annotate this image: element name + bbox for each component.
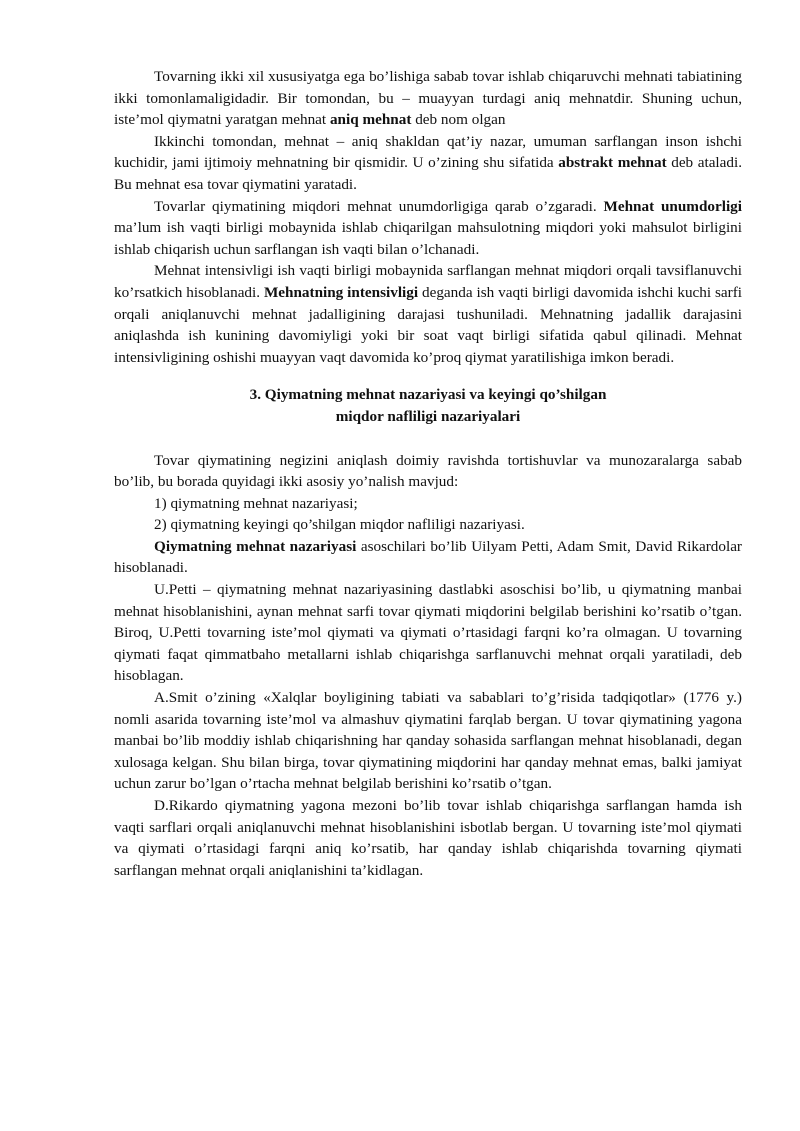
paragraph (114, 450, 742, 493)
paragraph (114, 260, 742, 368)
text-run: Tovar qiymatining negizini aniqlash doimiy ravishda tortishuvlar va munozaralarga sabab bo’lib, bu borada quyidagi ikki asosiy yo’nalish mavjud: (114, 451, 742, 491)
bold-term: Qiymatning mehnat nazariyasi (154, 537, 357, 555)
bold-term: Mehnatning intensivligi (263, 283, 419, 301)
bold-term: aniq mehnat (329, 111, 412, 129)
text-run: deb ataladi. Bu mehnat esa tovar qiymatini yaratadi. (114, 154, 743, 193)
list-item (114, 493, 742, 515)
text-run: Tovarning ikki xil xususiyatga ega bo’lishiga sabab tovar ishlab chiqaruvchi mehnati tabiatining ikki tomonlamaligidadir. Bir tomondan, bu – muayyan turdagi aniq mehnatdir. Shuning uchun, iste’mol qiymatni yaratgan mehnat (114, 68, 742, 129)
bold-term: Mehnat unumdorligi (603, 197, 742, 215)
text-run: deganda ish vaqti birligi davomida ishchi kuchi sarfi orqali aniqlanuvchi mehnat jadalligining darajasi tushuniladi. Mehnatning jadallik darajasini aniqlashda ish kunining davomiyligi yoki bir soat vaqt birligi sifatida qabul qilinadi. Mehnat intensivligining oshishi muayyan vaqt davomida ko’proq qiymat yaratilishiga imkon beradi. (114, 283, 743, 366)
text-run: Mehnat intensivligi ish vaqti birligi mobaynida sarflangan mehnat miqdori orqali tavsiflanuvchi ko’rsatkich hisoblanadi. (114, 262, 742, 301)
paragraph (114, 536, 742, 579)
body-text-part-1 (114, 66, 742, 368)
document-page (114, 66, 742, 881)
text-run: A.Smit o’zining «Xalqlar boyligining tabiati va sabablari to’g’risida tadqiqotlar» (1776 y.) nomli asarida tovarning iste’mol va almashuv qiymatini farqlab bergan. U tovar qiymatining yagona manbai bo’lib moddiy ishlab chiqarishning har qanday sohasida sarflangan mehnat hisoblanadi, degan xulosaga kelgan. Shu bilan birga, tovar qiymatining miqdorini har qanday mehnat emas, balki jamiyat uchun zarur bo’lgan o’rtacha mehnat belgilab berishini ko’rsatib o’tgan. (114, 689, 742, 793)
text-run: asoschilari bo’lib Uilyam Petti, Adam Smit, David Rikardolar hisoblanadi. (114, 537, 742, 577)
text-run: Ikkinchi tomondan, mehnat – aniq shakldan qat’iy nazar, umuman sarflangan inson ishchi kuchidir, jami ijtimoiy mehnatning bir qismidir. U o’zining shu sifatida (114, 132, 742, 172)
paragraph (114, 196, 742, 261)
paragraph (114, 795, 742, 881)
body-text-part-2 (114, 450, 742, 882)
text-run: ma’lum ish vaqti birligi mobaynida ishlab chiqarilgan mahsulotning miqdori yoki mahsulot birligini ishlab chiqarish uchun sarflangan ish vaqti bilan o’lchanadi. (114, 219, 742, 258)
bold-term: abstrakt mehnat (558, 154, 667, 172)
paragraph (114, 687, 742, 795)
paragraph (114, 579, 742, 687)
section-heading (114, 384, 742, 427)
text-run: D.Rikardo qiymatning yagona mezoni bo’lib tovar ishlab chiqarishga sarflangan hamda ish vaqti sarflari orqali aniqlanuvchi mehnat hisoblanishini isbotlab bergan. U tovarning iste’mol qiymati va qiymati o’rtasidagi farqni aniq ko’rsatib, har qanday ishlab chiqarishda tovarning qiymati sarflangan mehnat orqali aniqlanishini ta’kidlagan. (114, 797, 742, 879)
text-run: Tovarlar qiymatining miqdori mehnat unumdorligiga qarab o’zgaradi. (154, 197, 604, 215)
text-run: 1) qiymatning mehnat nazariyasi; (154, 494, 358, 512)
section-heading-line-2: miqdor nafliligi nazariyalari (335, 407, 521, 425)
section-heading-line-1: 3. Qiymatning mehnat nazariyasi va keyingi qo’shilgan (249, 386, 607, 404)
list-item (114, 514, 742, 536)
paragraph (114, 131, 742, 196)
paragraph (114, 66, 742, 131)
text-run: 2) qiymatning keyingi qo’shilgan miqdor nafliligi nazariyasi. (154, 516, 525, 534)
text-run: deb nom olgan (411, 111, 506, 129)
text-run: U.Petti – qiymatning mehnat nazariyasining dastlabki asoschisi bo’lib, u qiymatning manbai mehnat hisoblanishini, aynan mehnat sarfi tovar qiymati miqdorini belgilab berishini ko’rsatib o’tgan. Biroq, U.Petti tovarning iste’mol qiymati va qiymati o’rtasidagi farqni ko’ra olmagan. U tovarning qiymati faqat qimmatbaho metallarni ishlab chiqarishga sarflanuvchi mehnat orqali yaratiladi, deb hisoblagan. (114, 581, 742, 685)
